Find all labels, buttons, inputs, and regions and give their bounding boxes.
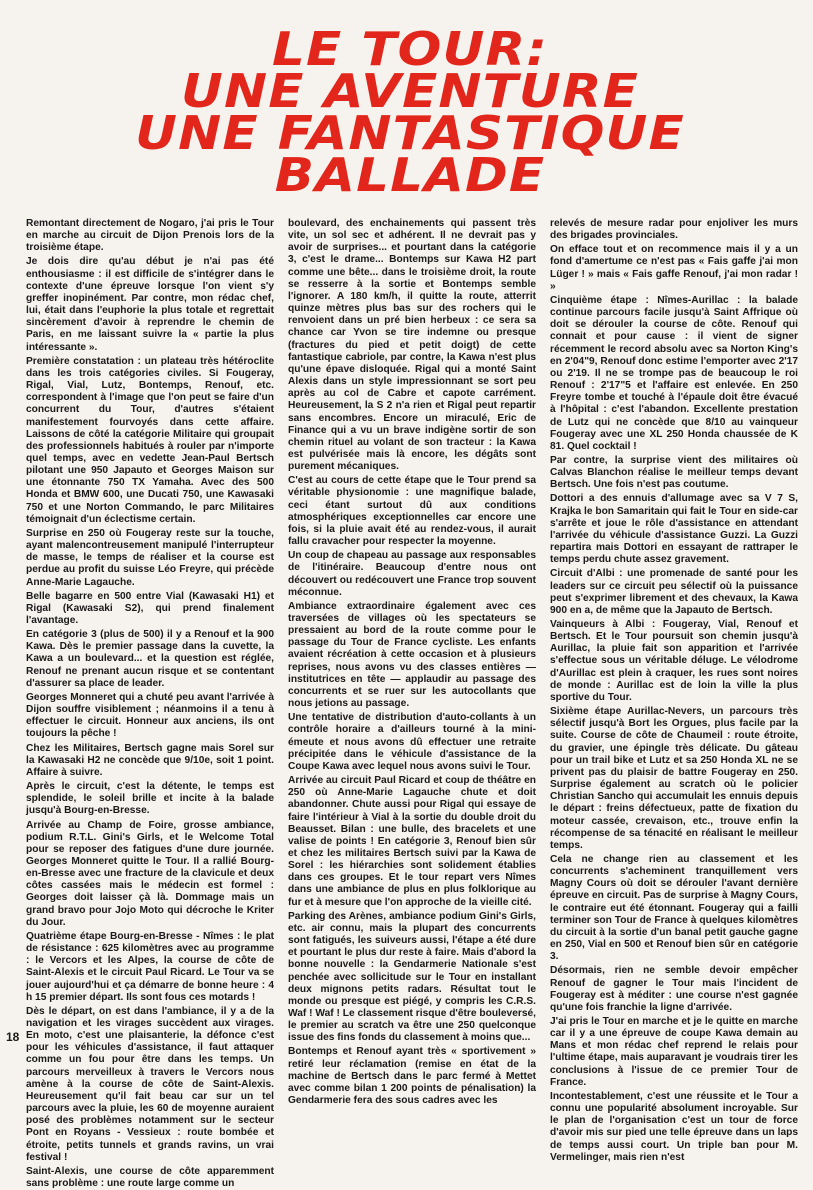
column-3	[550, 218, 798, 1163]
paragraph: Remontant directement de Nogaro, j'ai pris le Tour en marche au circuit de Dijon Prenois lors de la troisième étape.	[26, 218, 274, 254]
paragraph: Cela ne change rien au classement et les concurrents s'acheminent tranquillement vers Magny Cours où doit se dérouler l'avant dernière épreuve en circuit. Pas de surprise à Magny Cours, le contraire eut été étonnant. Fougeray qui a failli terminer son Tour de France à quelques kilomètres du circuit à la sortie d'un banal petit gauche gagne en 250, Vial en 500 et Renouf bien sûr en catégorie 3.	[550, 853, 798, 963]
paragraph: Après le circuit, c'est la détente, le temps est splendide, le soleil brille et incite à la balade jusqu'à Bourg-en-Bresse.	[26, 781, 274, 817]
paragraph: Parking des Arènes, ambiance podium Gini's Girls, etc. air connu, mais la plupart des concurrents sont fatigués, les suiveurs aussi, l'étape a été dure et pourtant le plus dur reste à faire. Mais d'abord la bonne nouvelle : la Gendarmerie Nationale s'est penchée avec sollicitude sur le Tour en installant deux mignons petits radars. Résultat tout le monde ou presque est piégé, y compris les C.R.S. Waf ! Waf ! Le classement risque d'être bouleversé, le premier au scratch va être une 250 quelconque issue des fins fonds du classement à moins que...	[288, 910, 536, 1044]
headline-line-2: UNE AVENTURE	[181, 64, 639, 118]
headline-line-1: LE TOUR:	[272, 22, 548, 76]
paragraph: On efface tout et on recommence mais il y a un fond d'amertume ce n'est pas « Fais gaffe j'ai mon Lüger ! » mais « Fais gaffe Renouf, j'ai mon radar ! »	[550, 244, 798, 292]
column-2	[288, 218, 536, 1107]
headline-line-4: BALLADE	[274, 148, 546, 202]
paragraph: Dès le départ, on est dans l'ambiance, il y a de la navigation et les virages succèdent aux virages. En moto, c'est une plaisanterie, la défonce c'est pour les véhicules d'assistance, il faut attaquer comme un fou pour être dans les temps. Un parcours merveilleux à travers le Vercors nous amène à la course de côte de Saint-Alexis. Heureusement qu'il fait beau car sur un tel parcours avec la pluie, les 60 de moyenne auraient posé des problèmes notamment sur le secteur Pont en Royans - Vessieux : route bombée et étroite, petits tunnels et grands ravins, un vrai festival !	[26, 1005, 274, 1163]
paragraph: boulevard, des enchainements qui passent très vite, un sol sec et adhérent. Il ne devrait pas y avoir de surprises... et pourtant dans la catégorie 3, c'est le drame... Bontemps sur Kawa H2 part comme une bête... dans le troisième droit, la route se resserre à la sortie et Bontemps semble l'ignorer. A 180 km/h, il quitte la route, atterrit quinze mètres plus bas sur des rochers qui le renvoient dans un pré bien herbeux : ce sera sa chance car Yvon se tire indemne ou presque (fractures du pied et petit doigt) de cette fantastique cabriole, par contre, la Kawa n'est plus qu'une épave disloquée. Rigal qui a monté Saint Alexis dans un style impressionnant se sort peu après au col de Cabre et capote carrément. Heureusement, la S 2 n'a rien et Rigal peut repartir sans encombres. Encore un miraculé, Eric de Finance qui a vu un brave indigène sortir de son chemin rituel au volant de son tracteur : la Kawa est pulvérisée mais là encore, les dégâts sont purement mécaniques.	[288, 218, 536, 473]
paragraph: Une tentative de distribution d'auto-collants à un contrôle horaire a d'ailleurs tourné à la mini-émeute et nous avons dû effectuer une retraite précipitée dans le véhicule d'assistance de la Coupe Kawa avec lequel nous avons suivi le Tour.	[288, 712, 536, 772]
paragraph: Première constatation : un plateau très hétéroclite dans les trois catégories civiles. Si Fougeray, Rigal, Vial, Lutz, Bontemps, Renouf, etc. correspondent à l'image que l'on peut se faire d'un concurrent du Tour, d'autres s'étaient manifestement fourvoyés dans cette affaire. Laissons de côté la catégorie Militaire qui groupait des professionnels habitués à rouler par n'importe quel temps, avec en vedette Jean-Paul Bertsch pilotant une 950 Japauto et Georges Maison sur une étonnante 750 TX Yamaha. Avec des 500 Honda et BMW 600, une Ducati 750, une Kawasaki 750 et une Norton Commando, le parc Militaires témoignait d'un éclectisme certain.	[26, 355, 274, 525]
paragraph: Par contre, la surprise vient des militaires où Calvas Blanchon réalise le meilleur temps devant Bertsch. Une fois n'est pas coutume.	[550, 454, 798, 491]
paragraph: Désormais, rien ne semble devoir empêcher Renouf de gagner le Tour mais l'incident de Fougeray est à méditer : une course n'est gagnée qu'une fois franchie la ligne d'arrivée.	[550, 965, 798, 1013]
paragraph: En catégorie 3 (plus de 500) il y a Renouf et la 900 Kawa. Dès le premier passage dans la cuvette, la Kawa a un boulevard... et la question est réglée, Renouf ne prenant aucun risque et se contentant d'assurer sa place de leader.	[26, 629, 274, 689]
paragraph: Un coup de chapeau au passage aux responsables de l'itinéraire. Beaucoup d'entre nous ont découvert ou redécouvert une France trop souvent méconnue.	[288, 550, 536, 598]
page-number: 18	[6, 1030, 20, 1044]
headline-line-3: UNE FANTASTIQUE	[135, 106, 685, 160]
paragraph: Je dois dire qu'au début je n'ai pas été enthousiasme : il est difficile de s'intégrer dans le contexte d'une épreuve lorsque l'on vient s'y greffer inopinément. Par contre, mon rédac chef, lui, était dans l'euphorie la plus totale et regrettait sincèrement d'avoir à reprendre le chemin de Paris, en me laissant suivre la « partie la plus intéressante ».	[26, 256, 274, 353]
column-1	[26, 218, 274, 1190]
paragraph: Surprise en 250 où Fougeray reste sur la touche, ayant malencontreusement manipulé l'interrupteur de masse, le temps de réaliser et la course est perdue au profit du suisse Léo Freyre, qui précède Anne-Marie Lagauche.	[26, 527, 274, 588]
paragraph: Arrivée au circuit Paul Ricard et coup de théâtre en 250 où Anne-Marie Lagauche chute et doit abandonner. Chute aussi pour Rigal qui essaye de faire l'intérieur à Vial à la sortie du double droit du Beausset. Bilan : une bulle, des bracelets et une valise de points ! En catégorie 3, Renouf bien sûr et chez les militaires Bertsch suivi par la Kawa de Sorel : les hiérarchies sont solidement établies dans ces groupes. Et le tour repart vers Nîmes dans une ambiance de plus en plus folklorique au fur et à mesure que l'on approche de la vieille cité.	[288, 775, 536, 908]
paragraph: Cinquième étape : Nîmes-Aurillac : la balade continue parcours facile jusqu'à Saint Affrique où doit se dérouler la course de côte. Renouf qui connait et pour cause : il vient de signer récemment le record absolu avec sa Norton King's en 2'04"9, Renouf donc estime l'emporter avec 2'17 ou 2'19. Il ne se trompe pas de beaucoup le roi Renouf : 2'17"5 et l'affaire est enlevée. En 250 Freyre tombe et touché à l'épaule doit être évacué à l'hôpital : c'est l'abandon. Excellente prestation de Lutz qui ne concède que 8/10 au vainqueur Fougeray avec une XL 250 Honda chaussée de K 81. Quel cocktail !	[550, 294, 798, 452]
paragraph: Bontemps et Renouf ayant très « sportivement » retiré leur réclamation (remise en état de la machine de Bertsch dans le parc fermé à Mettet avec comme bilan 1 200 points de pénalisation) la Gendarmerie fera des sous cadres avec les	[288, 1046, 536, 1107]
paragraph: Quatrième étape Bourg-en-Bresse - Nîmes : le plat de résistance : 625 kilomètres avec au programme : le Vercors et les Alpes, la course de côte de Saint-Alexis et le circuit Paul Ricard. Le Tour va se jouer aujourd'hui et ça démarre de bonne heure : 4 h 15 premier départ. Ils sont fous ces motards !	[26, 930, 274, 1003]
paragraph: Dottori a des ennuis d'allumage avec sa V 7 S, Krajka le bon Samaritain qui fait le Tour en side-car s'arrête et joue le rôle d'assistance en attendant l'arrivée du véhicule d'assistance Guzzi. La Guzzi repartira mais Dottori en essayant de rattraper le temps perdu chute assez gravement.	[550, 493, 798, 566]
paragraph: Georges Monneret qui a chuté peu avant l'arrivée à Dijon souffre visiblement ; néanmoins il a tenu à effectuer le circuit. Honneur aux anciens, ils ont toujours la pêche !	[26, 691, 274, 740]
paragraph: Sixième étape Aurillac-Nevers, un parcours très sélectif jusqu'à Bort les Orgues, plus facile par la suite. Course de côte de Chaumeil : route étroite, du gravier, une épingle très délicate. Du gâteau pour un trail bike et Lutz et sa 250 Honda XL ne se privent pas du plaisir de battre Fougeray en 250. Surprise également au scratch où le policier Christian Sancho qui accumulait les ennuis depuis le départ : freins défectueux, patte de fixation du moteur cassée, crevaison, etc., trouve enfin la récompense de sa ténacité en réalisant le meilleur temps.	[550, 706, 798, 851]
paragraph: C'est au cours de cette étape que le Tour prend sa véritable physionomie : une magnifique balade, ceci étant surtout dû aux conditions atmosphériques exceptionnelles car encore une fois, si la pluie avait été au rendez-vous, il aurait fallu cravacher pour respecter la moyenne.	[288, 475, 536, 548]
paragraph: J'ai pris le Tour en marche et je le quitte en marche car il y a une épreuve de coupe Kawa demain au Mans et mon rédac chef reprend le relais pour l'ultime étape, mais auparavant je voudrais tirer les conclusions à l'issue de ce premier Tour de France.	[550, 1016, 798, 1088]
paragraph: Vainqueurs à Albi : Fougeray, Vial, Renouf et Bertsch. Et le Tour poursuit son chemin jusqu'à Aurillac, la pluie fait son apparition et l'arrivée s'effectue sous un véritable déluge. Le vélodrome d'Aurillac est plein à craquer, les rues sont noires de monde : Aurillac est de loin la ville la plus sportive du Tour.	[550, 619, 798, 703]
paragraph: Circuit d'Albi : une promenade de santé pour les leaders sur ce circuit peu sélectif où la puissance peut s'exprimer librement et des chevaux, la Kawa 900 en a, de même que la Japauto de Bertsch.	[550, 568, 798, 616]
paragraph: Incontestablement, c'est une réussite et le Tour a connu une popularité absolument incroyable. Sur le plan de l'organisation c'est un tour de force d'avoir mis sur pied une telle épreuve dans un laps de temps aussi court. Un triple ban pour M. Vermelinger, mais rien n'est	[550, 1090, 798, 1163]
article-body	[26, 218, 798, 1190]
paragraph: relevés de mesure radar pour enjoliver les murs des brigades provinciales.	[550, 218, 798, 242]
headline	[119, 22, 701, 202]
paragraph: Saint-Alexis, une course de côte apparemment sans problème : une route large comme un	[26, 1165, 274, 1190]
paragraph: Ambiance extraordinaire également avec ces traversées de villages où les spectateurs se pressaient au bord de la route comme pour le passage du Tour de France cycliste. Les enfants avaient récréation à cette occasion et à plusieurs reprises, nous avons vu des classes entières — institutrices en tête — applaudir au passage des concurrents et se ruer sur les autocollants que nous jetions au passage.	[288, 600, 536, 710]
paragraph: Belle bagarre en 500 entre Vial (Kawasaki H1) et Rigal (Kawasaki S2), qui prend finalement l'avantage.	[26, 590, 274, 626]
paragraph: Chez les Militaires, Bertsch gagne mais Sorel sur la Kawasaki H2 ne concède que 9/10e, soit 1 point. Affaire à suivre.	[26, 742, 274, 778]
paragraph: Arrivée au Champ de Foire, grosse ambiance, podium R.T.L. Gini's Girls, et le Welcome Total pour se reposer des fatigues d'une dure journée. Georges Monneret quitte le Tour. Il a rallié Bourg-en-Bresse avec une fracture de la clavicule et deux côtes cassées mais le médecin est formel : Georges doit laisser çà là. Dommage mais un grand bravo pour Jojo Moto qui décroche le Kriter du Jour.	[26, 819, 274, 928]
